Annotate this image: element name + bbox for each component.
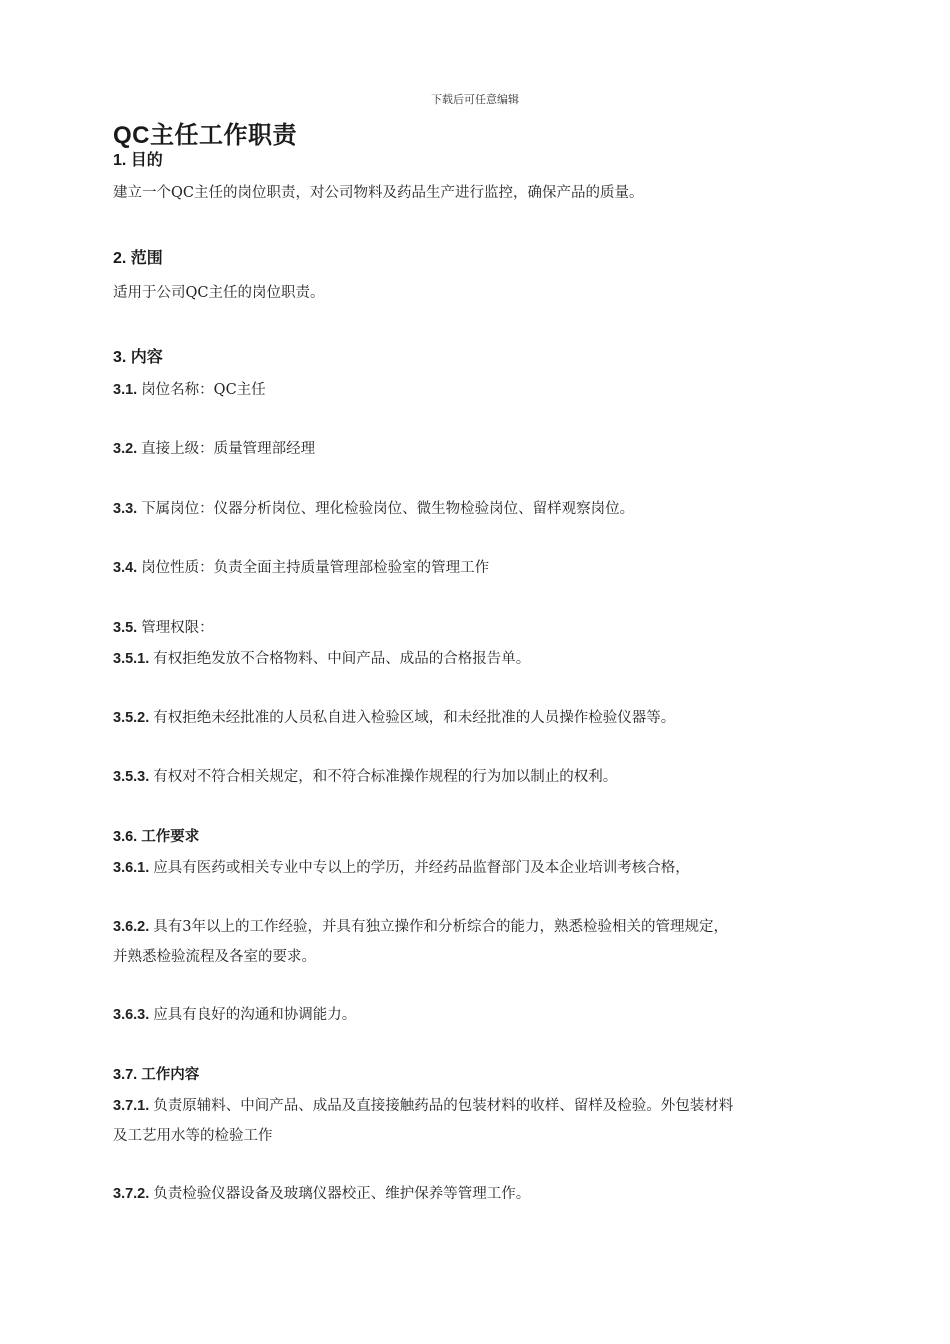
item-text: 岗位性质：负责全面主持质量管理部检验室的管理工作: [141, 560, 490, 576]
section-2-heading: 2. 范围: [113, 250, 163, 267]
item-3-3: [113, 497, 634, 518]
section-3-7-heading: 3.7. 工作内容: [113, 1067, 200, 1083]
section-3-6-heading: 3.6. 工作要求: [113, 829, 200, 845]
item-number: 3.7.2.: [113, 1186, 150, 1202]
item-number: 3.6.2.: [113, 919, 150, 935]
item-3-5-1: [113, 647, 530, 668]
item-number: 3.5.3.: [113, 769, 150, 785]
item-text: 有权拒绝发放不合格物料、中间产品、成品的合格报告单。: [153, 651, 531, 667]
item-text: 具有3年以上的工作经验，并具有独立操作和分析综合的能力，熟悉检验相关的管理规定，: [153, 919, 729, 935]
item-number: 3.5.1.: [113, 651, 150, 667]
item-3-2: [113, 437, 315, 458]
item-3-6-1: [113, 856, 690, 877]
item-number: 3.7.1.: [113, 1098, 150, 1114]
item-3-5-2: [113, 706, 675, 727]
section-3-heading: 3. 内容: [113, 349, 163, 366]
item-text: 应具有医药或相关专业中专以上的学历，并经药品监督部门及本企业培训考核合格，: [153, 860, 690, 876]
item-text: 负责原辅料、中间产品、成品及直接接触药品的包装材料的收样、留样及检验。外包装材料: [153, 1098, 734, 1114]
item-text: 有权拒绝未经批准的人员私自进入检验区域，和未经批准的人员操作检验仪器等。: [153, 710, 676, 726]
item-number: 3.6.1.: [113, 860, 150, 876]
item-text: 负责检验仪器设备及玻璃仪器校正、维护保养等管理工作。: [153, 1186, 531, 1202]
item-text: 岗位名称：QC主任: [141, 382, 266, 398]
item-3-6-2-continued: 并熟悉检验流程及各室的要求。: [113, 949, 316, 965]
item-number: 3.5.: [113, 620, 138, 636]
item-text: 管理权限：: [141, 620, 214, 636]
section-1-heading: 1. 目的: [113, 152, 163, 169]
item-3-6-2: [113, 915, 728, 936]
item-number: 3.5.2.: [113, 710, 150, 726]
item-text: 下属岗位：仪器分析岗位、理化检验岗位、微生物检验岗位、留样观察岗位。: [141, 501, 635, 517]
item-3-7-1-continued: 及工艺用水等的检验工作: [113, 1128, 273, 1144]
document-title: QC主任工作职责: [113, 122, 297, 149]
item-3-7-2: [113, 1182, 530, 1203]
header-note: 下载后可任意编辑: [431, 93, 519, 106]
item-number: 3.4.: [113, 560, 138, 576]
item-number: 3.2.: [113, 441, 138, 457]
item-number: 3.3.: [113, 501, 138, 517]
item-text: 直接上级：质量管理部经理: [141, 441, 316, 457]
item-number: 3.6.3.: [113, 1007, 150, 1023]
section-2-body: 适用于公司QC主任的岗位职责。: [113, 285, 325, 301]
item-3-4: [113, 556, 489, 577]
item-3-7-1: [113, 1094, 733, 1115]
item-text: 有权对不符合相关规定，和不符合标准操作规程的行为加以制止的权利。: [153, 769, 618, 785]
item-3-5: [113, 616, 214, 637]
item-3-6-3: [113, 1003, 356, 1024]
item-3-5-3: [113, 765, 617, 786]
item-3-1: [113, 378, 266, 399]
item-text: 应具有良好的沟通和协调能力。: [153, 1007, 357, 1023]
item-number: 3.1.: [113, 382, 138, 398]
section-1-body: 建立一个QC主任的岗位职责，对公司物料及药品生产进行监控，确保产品的质量。: [113, 185, 644, 201]
